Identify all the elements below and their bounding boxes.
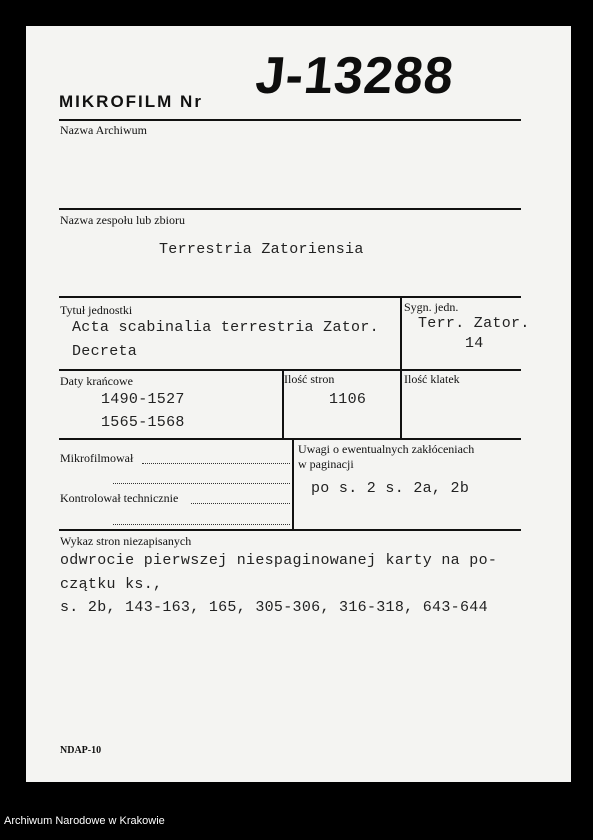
controlled-by-label: Kontrolował technicznie (60, 491, 179, 505)
blank-pages-line2: czątku ks., (60, 576, 163, 593)
remarks-label-line2: w paginacji (298, 457, 354, 471)
archive-footer: Archiwum Narodowe w Krakowie (4, 815, 165, 827)
mikrofilm-number-handwritten: J-13288 (252, 47, 457, 105)
page-count-label: Ilość stron (284, 372, 335, 386)
page-count-value: 1106 (329, 391, 367, 408)
date-range-line1: 1490-1527 (101, 391, 185, 408)
controlled-by-blank (113, 524, 290, 525)
signature-line1: Terr. Zator. (418, 315, 530, 332)
date-range-line2: 1565-1568 (101, 414, 185, 431)
filmed-by-blank (113, 483, 290, 484)
divider (59, 369, 521, 371)
blank-pages-line3: s. 2b, 143-163, 165, 305-306, 316-318, 643-644 (60, 599, 488, 616)
divider (59, 119, 521, 121)
divider (400, 369, 402, 439)
divider (59, 296, 521, 298)
signature-line2: 14 (465, 335, 484, 352)
form-code: NDAP-10 (60, 745, 102, 756)
divider (59, 438, 521, 440)
microfilm-card (26, 26, 571, 782)
divider (400, 296, 402, 370)
frame-count-label: Ilość klatek (404, 372, 460, 386)
unit-title-label: Tytuł jednostki (60, 303, 133, 317)
blank-pages-line1: odwrocie pierwszej niespaginowanej karty na po- (60, 552, 498, 569)
remarks-value: po s. 2 s. 2a, 2b (311, 480, 470, 497)
remarks-label: Uwagi o ewentualnych zakłóceniach (298, 442, 475, 456)
unit-title-line1: Acta scabinalia terrestria Zator. (72, 319, 379, 336)
fonds-name-label: Nazwa zespołu lub zbioru (60, 213, 185, 227)
filmed-by-label: Mikrofilmował (60, 451, 134, 465)
blank-pages-label: Wykaz stron niezapisanych (60, 534, 192, 548)
archive-name-label: Nazwa Archiwum (60, 123, 147, 137)
divider (59, 529, 521, 531)
mikrofilm-label: MIKROFILM Nr (59, 92, 203, 111)
signature-label: Sygn. jedn. (404, 300, 459, 314)
fonds-name-value: Terrestria Zatoriensia (159, 241, 364, 258)
controlled-by-blank (191, 503, 290, 504)
unit-title-line2: Decreta (72, 343, 138, 360)
filmed-by-blank (142, 463, 290, 464)
divider (59, 208, 521, 210)
divider (292, 438, 294, 530)
date-range-label: Daty krańcowe (60, 374, 133, 388)
